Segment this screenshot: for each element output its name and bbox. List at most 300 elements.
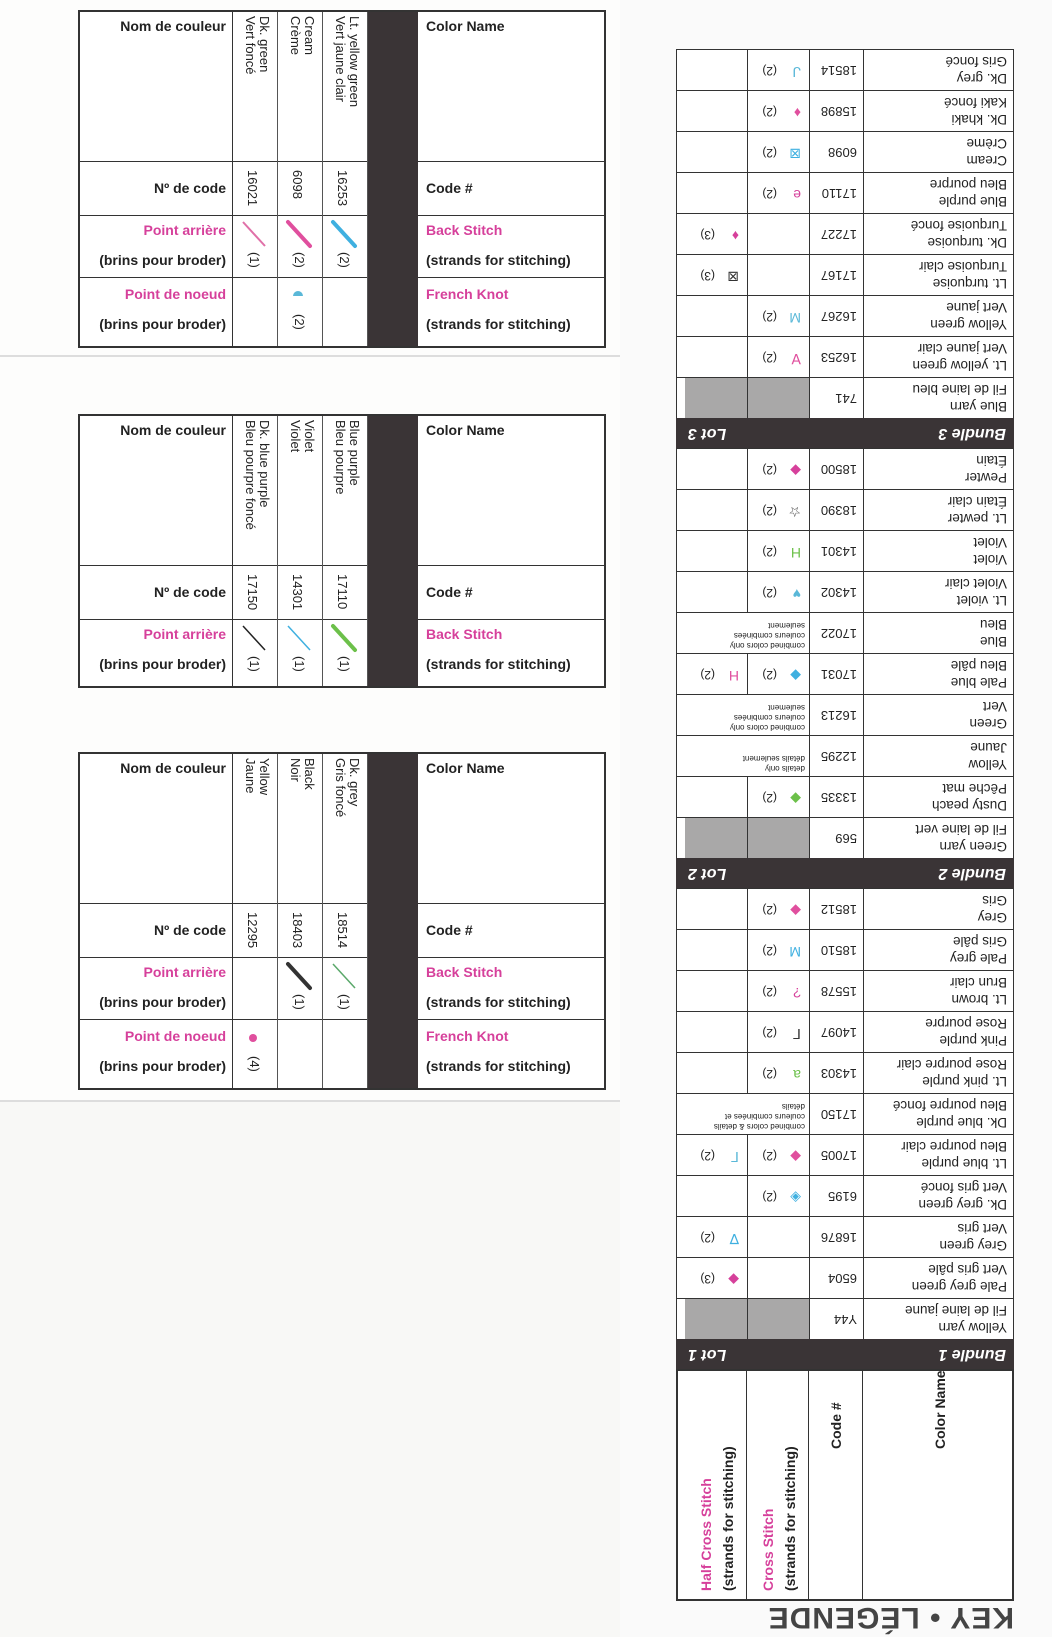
code-cell <box>233 162 277 216</box>
lot-label: Lot 2 <box>688 865 727 882</box>
key-code: 17150 <box>820 1107 857 1122</box>
key-half-cell <box>685 1176 747 1216</box>
key-code-cell <box>809 777 863 817</box>
key-cross-cell <box>685 736 809 776</box>
key-cross-cell <box>747 449 809 489</box>
color-name-en-cell <box>418 12 604 162</box>
key-color-name: Cream Crème <box>966 136 1007 168</box>
stitch-symbol-icon: ◈ <box>790 1190 801 1206</box>
key-color-name-cell <box>863 378 1013 418</box>
key-color-name: Green Vert <box>969 699 1007 731</box>
key-code-cell <box>809 531 863 571</box>
stitch-symbol-icon: M <box>789 310 801 326</box>
half-strand-count: (2) <box>700 668 715 682</box>
key-half-cell <box>685 1299 747 1339</box>
key-color-name: Yellow yarn Fil de laine jaune <box>904 1303 1007 1335</box>
code-value: 16021 <box>245 170 260 207</box>
key-cross-cell <box>747 654 809 694</box>
stitch-symbol-icon: H <box>728 668 739 684</box>
key-table <box>676 0 1014 1637</box>
strand-count: (1) <box>247 656 262 672</box>
key-row <box>676 970 1014 1011</box>
stitch-symbol-icon: H <box>790 545 801 561</box>
key-half-cell <box>685 378 747 418</box>
half-strand-count: (3) <box>700 1272 715 1286</box>
cross-strand-count: (2) <box>762 791 777 805</box>
key-half-cell <box>685 214 747 254</box>
color-name-fr-label: Nom de couleur <box>120 760 226 776</box>
key-cross-cell <box>747 255 809 295</box>
key-code-cell <box>809 818 863 858</box>
code-en-cell <box>418 566 604 620</box>
stitch-symbol-icon: ♦ <box>731 228 739 244</box>
key-color-name: Pewter Étain <box>964 453 1007 485</box>
key-row <box>676 49 1014 90</box>
cross-strand-count: (2) <box>762 586 777 600</box>
key-half-cell <box>685 654 747 694</box>
cross-strand-count: (2) <box>762 903 777 917</box>
key-row <box>676 1052 1014 1093</box>
key-row <box>676 776 1014 817</box>
code-en-cell <box>418 162 604 216</box>
color-row-yellow <box>233 754 278 1088</box>
key-cross-cell <box>747 1053 809 1093</box>
stitch-symbol-icon: ◆ <box>790 463 801 479</box>
key-code-cell <box>809 490 863 530</box>
key-color-name: Blue Bleu <box>979 617 1007 649</box>
strand-count: (2) <box>292 252 307 268</box>
key-color-name: Yellow Jaune <box>968 740 1007 772</box>
french-knot-en-cell <box>418 1020 604 1084</box>
key-color-name: Lt. turquoise Turquoise clair <box>918 259 1007 291</box>
key-cross-cell <box>747 296 809 336</box>
key-note: details only détails seulement <box>742 754 805 773</box>
details-title: Details Détails <box>89 18 106 128</box>
key-row <box>676 1257 1014 1298</box>
bundle-label: Bundle 3 <box>938 425 1006 442</box>
code-value: 16253 <box>335 170 350 207</box>
english-label-column <box>418 416 604 686</box>
key-half-cell <box>685 1217 747 1257</box>
key-row <box>676 172 1014 213</box>
stitch-symbol-icon: ᒥ <box>793 1026 801 1042</box>
key-half-cell <box>685 1012 747 1052</box>
back-stitch-en-cell <box>418 958 604 1020</box>
french-knot-cell <box>233 278 277 342</box>
key-cross-cell <box>685 1094 809 1134</box>
bundle-band <box>676 1339 1014 1369</box>
key-code: 17031 <box>820 667 857 682</box>
key-code-cell <box>809 695 863 735</box>
strand-count: (1) <box>292 656 307 672</box>
french-knot-cell <box>278 1020 322 1084</box>
key-code-cell <box>809 572 863 612</box>
stitch-symbol-icon: ∀ <box>791 351 801 367</box>
key-cross-cell <box>747 337 809 377</box>
key-cross-cell <box>747 173 809 213</box>
cross-strands-label: (strands for stitching) <box>782 1446 798 1591</box>
key-color-name-cell <box>863 337 1013 377</box>
key-color-name-cell <box>863 1299 1013 1339</box>
strands-en-label: (strands for stitching) <box>426 1058 571 1074</box>
cross-strand-count: (2) <box>762 1026 777 1040</box>
stitch-symbol-icon: ? <box>793 985 801 1001</box>
key-cross-cell <box>747 214 809 254</box>
key-half-cell <box>685 1258 747 1298</box>
back-stitch-cell <box>323 216 367 278</box>
code-value: 14301 <box>290 574 305 611</box>
key-color-name-cell <box>863 971 1013 1011</box>
color-name: Cream Crème <box>288 16 317 56</box>
key-color-name: Dk. turquoise Turquoise foncé <box>910 218 1007 250</box>
key-cross-cell <box>747 1217 809 1257</box>
key-title: KEY • LÉGENDE <box>767 1601 1014 1634</box>
key-code-cell <box>809 378 863 418</box>
cross-strand-count: (2) <box>762 504 777 518</box>
back-stitch-fr-label: Point arrière <box>143 626 226 642</box>
strands-fr-label: (brins pour broder) <box>99 994 226 1010</box>
key-code-cell <box>809 1094 863 1134</box>
code-en-label: Code # <box>426 584 473 600</box>
key-code: 16876 <box>820 1230 857 1245</box>
key-half-cell <box>685 930 747 970</box>
back-stitch-cell <box>233 216 277 278</box>
key-row <box>676 295 1014 336</box>
stitch-symbol-icon: ◆ <box>790 903 801 919</box>
cross-strand-count: (2) <box>762 668 777 682</box>
french-knot-swatch <box>235 1028 275 1058</box>
key-row <box>676 213 1014 254</box>
back-stitch-cell <box>233 958 277 1020</box>
color-row-cream <box>278 12 323 346</box>
key-color-name-cell <box>863 818 1013 858</box>
key-code-cell <box>809 1053 863 1093</box>
key-color-name: Dk. khaki Kaki foncé <box>943 95 1007 127</box>
half-cross-label: Half Cross Stitch <box>698 1478 714 1591</box>
stitch-symbol-icon: ᒥ <box>731 1149 739 1165</box>
key-row <box>676 694 1014 735</box>
key-row <box>676 336 1014 377</box>
code-cell <box>323 904 367 958</box>
lot-label: Lot 1 <box>688 1346 727 1363</box>
key-cross-cell <box>747 1012 809 1052</box>
key-code: 14303 <box>820 1066 857 1081</box>
key-color-name-cell <box>863 173 1013 213</box>
key-half-cell <box>685 173 747 213</box>
details-title: Details Détails <box>89 422 106 532</box>
stitch-symbol-icon: ◆ <box>790 668 801 684</box>
stitch-symbol-icon: ◆ <box>728 1272 739 1288</box>
key-color-name-cell <box>863 1135 1013 1175</box>
code-en-label: Code # <box>426 922 473 938</box>
key-color-name: Lt. blue purple Bleu pourpre clair <box>901 1139 1007 1171</box>
key-note: combined colors only couleurs combinées seulement <box>729 703 805 732</box>
key-code: 17167 <box>820 268 857 283</box>
color-name-en-label: Color Name <box>426 760 505 776</box>
key-color-name-cell <box>863 736 1013 776</box>
back-stitch-cell <box>278 958 322 1020</box>
key-color-name-cell <box>863 490 1013 530</box>
key-code: 14302 <box>820 585 857 600</box>
strand-count: (1) <box>247 252 262 268</box>
lot-label: Lot 3 <box>688 425 727 442</box>
color-name-cell <box>323 416 367 566</box>
key-code-cell <box>809 654 863 694</box>
color-name: Dk. grey Gris foncé <box>333 758 362 818</box>
stitch-symbol-icon: ◆ <box>790 1149 801 1165</box>
key-cross-cell <box>747 971 809 1011</box>
key-color-name: Violet Violet <box>973 535 1007 567</box>
stitch-symbol-icon: ᒍ <box>792 64 801 80</box>
key-row <box>676 929 1014 970</box>
key-code: 16213 <box>820 708 857 723</box>
back-stitch-cell <box>233 620 277 682</box>
key-code: 17110 <box>821 186 857 201</box>
english-label-column <box>418 12 604 346</box>
key-half-cell <box>685 255 747 295</box>
cross-strand-count: (2) <box>762 64 777 78</box>
key-code-cell <box>809 255 863 295</box>
key-cross-cell <box>747 777 809 817</box>
code-cell <box>278 566 322 620</box>
details-table-2 <box>78 414 606 688</box>
key-color-name: Yellow green Vert jaune <box>930 300 1007 332</box>
back-stitch-header-cell <box>80 958 232 1020</box>
key-cross-cell <box>747 818 809 858</box>
stitch-symbol-icon: e <box>793 187 801 203</box>
key-header-cross-stitch <box>746 1371 808 1599</box>
strand-count: (1) <box>337 656 352 672</box>
strands-en-label: (strands for stitching) <box>426 994 571 1010</box>
key-code: 569 <box>835 831 857 846</box>
code-label: Code # <box>828 1402 844 1449</box>
color-row-black <box>278 754 323 1088</box>
key-row <box>676 1011 1014 1052</box>
strands-en-label: (strands for stitching) <box>426 316 571 332</box>
key-color-name-cell <box>863 1176 1013 1216</box>
color-name: Blue purple Bleu pourpre <box>333 420 362 495</box>
details-title: Details Détails <box>89 760 106 870</box>
english-label-column <box>418 754 604 1088</box>
code-fr-label: Nº de code <box>153 584 226 600</box>
french-knot-en-label: French Knot <box>426 286 509 302</box>
key-color-name-cell <box>863 1053 1013 1093</box>
key-code: 16253 <box>820 350 857 365</box>
key-code-cell <box>809 1135 863 1175</box>
cross-strand-count: (2) <box>762 985 777 999</box>
stitch-symbol-icon: ♥ <box>792 586 801 602</box>
key-color-name: Grey green Vert gris <box>939 1221 1007 1253</box>
key-code: 13335 <box>820 790 857 805</box>
code-cell <box>323 566 367 620</box>
code-cell <box>233 904 277 958</box>
key-color-name-cell <box>863 613 1013 653</box>
key-row <box>676 1175 1014 1216</box>
color-key <box>676 0 1014 1637</box>
back-stitch-en-cell <box>418 216 604 278</box>
key-half-cell <box>685 490 747 530</box>
cross-strand-count: (2) <box>762 105 777 119</box>
color-name-en-label: Color Name <box>426 422 505 438</box>
color-name-cell <box>233 416 277 566</box>
key-half-cell <box>685 296 747 336</box>
half-strand-count: (3) <box>700 228 715 242</box>
key-color-name: Blue yarn Fil de laine bleu <box>912 382 1007 414</box>
half-strand-count: (3) <box>700 269 715 283</box>
color-row-dk-green <box>233 12 278 346</box>
key-code: 12295 <box>820 749 857 764</box>
key-half-cell <box>685 777 747 817</box>
key-cross-cell <box>747 132 809 172</box>
back-stitch-cell <box>323 620 367 682</box>
key-half-cell <box>685 132 747 172</box>
french-knot-fr-label: Point de noeud <box>124 1028 226 1044</box>
key-code-cell <box>809 1217 863 1257</box>
key-color-name-cell <box>863 889 1013 929</box>
back-stitch-cell <box>278 620 322 682</box>
key-color-name-cell <box>863 1012 1013 1052</box>
key-color-name: Dusty peach Pêche mat <box>931 781 1007 813</box>
key-half-cell <box>685 50 747 90</box>
key-half-cell <box>685 971 747 1011</box>
key-code: 17022 <box>820 626 857 641</box>
key-code: 14097 <box>820 1025 857 1040</box>
stitch-symbol-icon: ☆ <box>788 504 801 520</box>
key-header-color-name <box>862 1371 1012 1599</box>
key-code: 14301 <box>820 544 857 559</box>
key-code: 18510 <box>820 943 857 958</box>
color-row-dk-blue-purple <box>233 416 278 686</box>
key-code-cell <box>809 971 863 1011</box>
key-header-half-cross-stitch <box>684 1371 746 1599</box>
code-header-cell <box>80 904 232 958</box>
fold-line <box>0 1100 620 1102</box>
cross-strand-count: (2) <box>762 351 777 365</box>
back-stitch-header-cell <box>80 620 232 682</box>
strand-count: (2) <box>292 314 307 330</box>
color-row-lt-yellow-green <box>323 12 368 346</box>
strand-count: (1) <box>337 994 352 1010</box>
french-knot-cell <box>323 278 367 342</box>
key-color-name-cell <box>863 572 1013 612</box>
code-value: 12295 <box>245 912 260 949</box>
key-color-name: Lt. yellow green Vert jaune clair <box>912 341 1007 373</box>
key-color-name: Lt. pink purple Rose pourpre clair <box>896 1057 1007 1089</box>
key-code-cell <box>809 449 863 489</box>
color-name-cell <box>323 754 367 904</box>
french-knot-header-cell <box>80 278 232 342</box>
back-stitch-cell <box>323 958 367 1020</box>
key-code: 741 <box>835 391 857 406</box>
key-color-name-cell <box>863 449 1013 489</box>
back-stitch-en-label: Back Stitch <box>426 222 503 238</box>
cross-stitch-label: Cross Stitch <box>760 1508 776 1591</box>
key-half-cell <box>685 531 747 571</box>
strands-fr-label: (brins pour broder) <box>99 1058 226 1074</box>
french-knot-cell <box>233 1020 277 1084</box>
key-code-cell <box>809 1258 863 1298</box>
key-color-name-cell <box>863 91 1013 131</box>
color-name-en-cell <box>418 416 604 566</box>
bundle-label: Bundle 2 <box>938 865 1006 882</box>
key-code: 15578 <box>820 984 857 999</box>
key-code-cell <box>809 296 863 336</box>
stitch-symbol-icon: ∇ <box>729 1231 739 1247</box>
code-value: 18514 <box>335 912 350 949</box>
strands-en-label: (strands for stitching) <box>426 252 571 268</box>
key-color-name-cell <box>863 777 1013 817</box>
key-row <box>676 530 1014 571</box>
cross-strand-count: (2) <box>762 1149 777 1163</box>
key-code-cell <box>809 173 863 213</box>
french-knot-en-label: French Knot <box>426 1028 509 1044</box>
back-stitch-en-label: Back Stitch <box>426 964 503 980</box>
code-cell <box>323 162 367 216</box>
key-color-name: Dk. grey Gris foncé <box>945 54 1007 86</box>
code-value: 17150 <box>245 574 260 611</box>
key-color-name: Lt. violet Violet clair <box>944 576 1007 608</box>
key-color-name-cell <box>863 296 1013 336</box>
color-name-label: Color Name <box>932 1370 948 1449</box>
key-color-name-cell <box>863 531 1013 571</box>
key-code-cell <box>809 132 863 172</box>
color-name: Violet Violet <box>288 420 317 453</box>
key-color-name: Pale blue Bleu pâle <box>950 658 1007 690</box>
key-row <box>676 90 1014 131</box>
code-cell <box>278 162 322 216</box>
key-code: 6098 <box>828 145 857 160</box>
french-knot-swatch <box>280 286 320 316</box>
key-color-name-cell <box>863 214 1013 254</box>
key-code-cell <box>809 1012 863 1052</box>
key-color-name-cell <box>863 255 1013 295</box>
key-half-cell <box>685 572 747 612</box>
key-cross-cell <box>747 889 809 929</box>
key-row <box>676 1093 1014 1134</box>
back-stitch-cell <box>278 216 322 278</box>
key-color-name: Lt. brown Brun clair <box>949 975 1007 1007</box>
strands-fr-label: (brins pour broder) <box>99 316 226 332</box>
color-name: Black Noir <box>288 758 317 790</box>
strand-count: (1) <box>292 994 307 1010</box>
key-code: 6504 <box>828 1271 857 1286</box>
key-code-cell <box>809 214 863 254</box>
key-code-cell <box>809 1299 863 1339</box>
stitch-symbol-icon: ⊠ <box>727 269 739 285</box>
key-color-name: Pale grey Gris pâle <box>949 934 1007 966</box>
back-stitch-en-label: Back Stitch <box>426 626 503 642</box>
half-strand-count: (2) <box>700 1149 715 1163</box>
key-note: combined colors only couleurs combinées seulement <box>729 621 805 650</box>
key-note: combined colors & details couleurs combinées et détails <box>713 1102 805 1131</box>
key-code-cell <box>809 736 863 776</box>
key-code: 18390 <box>820 503 857 518</box>
key-code: 18512 <box>820 902 857 917</box>
key-half-cell <box>685 449 747 489</box>
color-name-cell <box>278 416 322 566</box>
key-row <box>676 1298 1014 1339</box>
code-value: 18403 <box>290 912 305 949</box>
back-stitch-fr-label: Point arrière <box>143 222 226 238</box>
strands-en-label: (strands for stitching) <box>426 656 571 672</box>
color-name-fr-label: Nom de couleur <box>120 422 226 438</box>
french-knot-en-cell <box>418 278 604 342</box>
key-cross-cell <box>747 1299 809 1339</box>
code-en-label: Code # <box>426 180 473 196</box>
key-row <box>676 131 1014 172</box>
key-half-cell <box>685 1053 747 1093</box>
color-row-blue-purple <box>323 416 368 686</box>
